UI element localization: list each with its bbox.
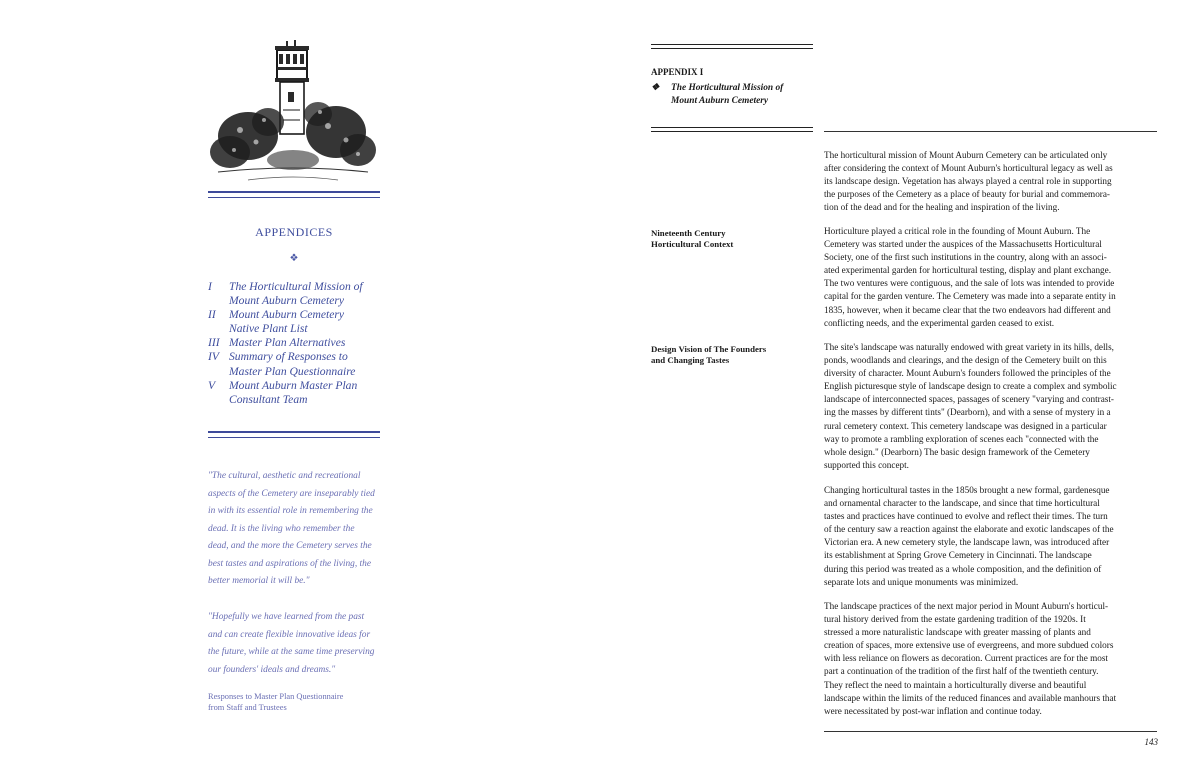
toc-item[interactable]: [208, 308, 408, 336]
quote-line: and can create flexible innovative ideas for: [208, 629, 371, 640]
text-line: ated experimental garden for horticultural testing, display and plant exchange.: [824, 265, 1112, 276]
text-line: whole design." (Dearborn) The basic design framework of the Cemetery: [824, 446, 1090, 457]
text-line: Horticulture played a critical role in the founding of Mount Auburn. The: [824, 226, 1091, 236]
text-line: tion of the dead and for the healing and inspiration of the living.: [824, 202, 1060, 213]
text-line: way to promote a rambling exploration of scenes each "connected with the: [824, 433, 1099, 444]
toc-title-line: Mount Auburn Cemetery: [229, 308, 345, 322]
text-line: conflicting needs, and the experimental garden ceased to exist.: [824, 317, 1055, 328]
quote-line: aspects of the Cemetery are inseparably tied: [208, 488, 375, 499]
text-line: ing the masses by different tints" (Dearborn), and with a sense of mystery in a: [824, 407, 1111, 418]
quote-line: "The cultural, aesthetic and recreational: [208, 471, 361, 481]
toc-number: I: [208, 280, 212, 293]
text-line: part a continuation of the tradition of the first half of the twentieth century.: [824, 666, 1099, 677]
sidehead-line: and Changing Tastes: [651, 355, 730, 366]
text-line: English picturesque style of landscape design to create a complex and symbolic: [824, 381, 1117, 392]
pull-quote-2: [208, 609, 393, 679]
quote-line: "Hopefully we have learned from the past: [208, 612, 365, 622]
text-line: its landscape design. Vegetation has always played a central role in supporting: [824, 176, 1112, 187]
text-line: supported this concept.: [824, 459, 909, 470]
quote-line: in with its essential role in remembering the: [208, 506, 373, 516]
ornament-diamond: ❖: [651, 83, 660, 93]
appendix-toc: [208, 280, 408, 407]
toc-title-line: Mount Auburn Cemetery: [229, 294, 345, 308]
appendix-bottom-rule: [651, 127, 813, 132]
column-top-rule: [824, 131, 1157, 132]
text-line: and ornamental character to the landscape, and since that time horticultural: [824, 498, 1100, 509]
column-bottom-rule: [824, 731, 1157, 732]
text-line: Society, one of the first such institutions in the country, along with an associ-: [824, 252, 1107, 263]
toc-title-line: Native Plant List: [229, 322, 308, 336]
text-line: landscape within the limits of the reduced finances and available manhours that: [824, 692, 1117, 703]
toc-title-line: Consultant Team: [229, 392, 308, 406]
bottom-blue-rule: [208, 431, 380, 438]
ornament-diamond: ❖: [289, 253, 299, 264]
top-blue-rule: [208, 191, 380, 198]
quote-line: our founders' ideals and dreams.": [208, 664, 336, 675]
text-line: The landscape practices of the next major period in Mount Auburn's horticul-: [824, 601, 1109, 611]
toc-title-line: Master Plan Alternatives: [229, 336, 346, 350]
text-line: They reflect the need to maintain a horticulturally diverse and beautiful: [824, 679, 1087, 690]
toc-title-line: The Horticultural Mission of: [229, 280, 363, 293]
text-line: the purposes of the Cemetery as a place of beauty for burial and commemora-: [824, 189, 1110, 200]
text-line: its establishment at Spring Grove Cemetery in Cincinnati. The landscape: [824, 550, 1092, 561]
text-line: after considering the context of Mount Auburn's horticultural legacy as well as: [824, 163, 1113, 174]
text-line: were necessitated by post-war inflation and continue today.: [824, 705, 1042, 716]
text-line: The two ventures were contiguous, and the sale of lots was intended to provide: [824, 278, 1115, 289]
sidehead-line: Design Vision of The Founders: [651, 344, 767, 354]
appendix-title-line: The Horticultural Mission of: [671, 83, 784, 93]
text-line: stressed a more naturalistic landscape with greater massing of plants and: [824, 627, 1091, 638]
attribution-line: Responses to Master Plan Questionnaire: [208, 692, 344, 701]
toc-item[interactable]: [208, 280, 408, 308]
quote-line: the future, while at the same time preserving: [208, 647, 375, 657]
text-line: The horticultural mission of Mount Auburn Cemetery can be articulated only: [824, 150, 1108, 160]
appendix-title-line: Mount Auburn Cemetery: [671, 95, 769, 106]
toc-number: V: [208, 378, 216, 392]
quote-line: dead, and the more the Cemetery serves the: [208, 541, 372, 551]
sidehead-line: Horticultural Context: [651, 239, 734, 250]
quote-line: dead. It is the living who remember the: [208, 523, 355, 534]
text-line: The site's landscape was naturally endowed with great variety in its hills, dells,: [824, 342, 1114, 352]
sidehead-nineteenth-century: [651, 228, 801, 251]
paragraph-design-vision: [824, 341, 1157, 472]
appendix-title: [651, 82, 821, 107]
text-line: during this period was treated as a whole composition, and the definition of: [824, 563, 1102, 574]
text-line: Victorian era. A new cemetery style, the landscape lawn, was introduced after: [824, 537, 1110, 548]
paragraph-intro: [824, 149, 1157, 214]
toc-number: III: [208, 336, 220, 350]
appendices-heading: APPENDICES: [255, 225, 333, 239]
toc-title-line: Master Plan Questionnaire: [229, 364, 356, 378]
text-line: tural history derived from the estate gardening tradition of the 1920s. It: [824, 614, 1086, 625]
text-line: creation of spaces, more extensive use of evergreens, and more subdued colors: [824, 640, 1114, 651]
text-line: landscape of interconnected spaces, passages of scenery "varying and contrast-: [824, 394, 1114, 405]
tower-illustration: [208, 40, 378, 188]
appendix-top-rule: [651, 44, 813, 49]
toc-item[interactable]: [208, 379, 408, 407]
quote-attribution: [208, 692, 393, 713]
text-line: Cemetery was started under the auspices of the Massachusetts Horticultural: [824, 239, 1102, 250]
quote-line: better memorial it will be.": [208, 576, 310, 586]
text-line: 1835, however, when it became clear that the two endeavors had different and: [824, 304, 1111, 315]
text-line: with less reliance on flowers as decoration. Current practices are for the most: [824, 653, 1108, 664]
text-line: tastes and practices have continued to evolve and reflect their times. The turn: [824, 511, 1108, 522]
paragraph-founding: [824, 225, 1157, 330]
appendix-label: APPENDIX I: [651, 67, 704, 77]
text-line: capital for the garden venture. The Cemetery was made into a separate entity in: [824, 291, 1116, 302]
pull-quote-1: [208, 468, 393, 591]
text-line: Changing horticultural tastes in the 1850s brought a new formal, gardenesque: [824, 485, 1110, 495]
text-line: diversity of character. Mount Auburn's founders followed the principles of the: [824, 368, 1111, 379]
text-line: separate lots and unique monuments was minimized.: [824, 576, 1019, 587]
toc-item[interactable]: [208, 336, 408, 350]
toc-title-line: Mount Auburn Master Plan: [229, 378, 358, 392]
paragraph-changing-tastes: [824, 484, 1157, 589]
text-line: rural cemetery context. This cemetery landscape was designed in a particular: [824, 420, 1107, 431]
page-number: 143: [1144, 737, 1158, 747]
text-line: ponds, woodlands and clearings, and the design of the Cemetery built on this: [824, 355, 1107, 366]
toc-number: IV: [208, 350, 219, 364]
quote-line: best tastes and aspirations of the living, the: [208, 558, 372, 569]
attribution-line: from Staff and Trustees: [208, 702, 287, 712]
paragraph-landscape-practices: [824, 600, 1157, 718]
toc-title-line: Summary of Responses to: [229, 350, 348, 364]
text-line: of the century saw a reaction against the elaborate and exotic landscapes of the: [824, 524, 1114, 535]
sidehead-design-vision: [651, 344, 801, 367]
sidehead-line: Nineteenth Century: [651, 228, 726, 238]
toc-item[interactable]: [208, 350, 408, 378]
toc-number: II: [208, 308, 216, 322]
